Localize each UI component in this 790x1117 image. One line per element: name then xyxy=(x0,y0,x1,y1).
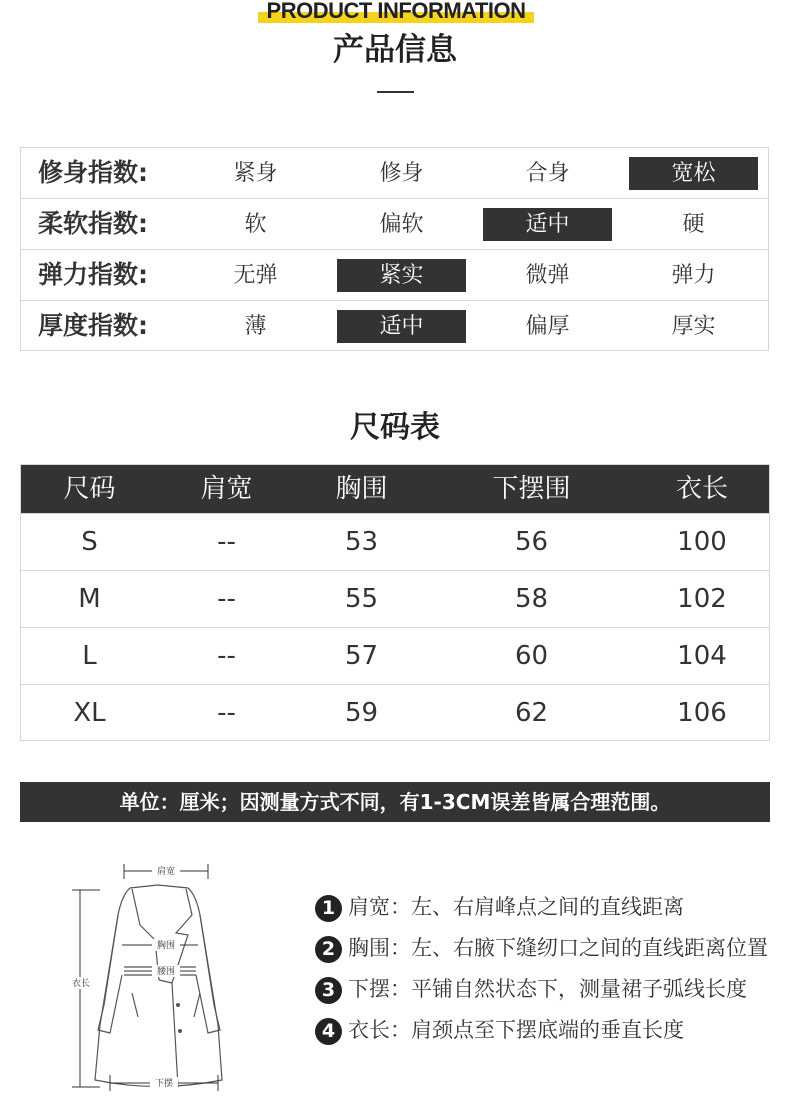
info-label: 柔软指数: xyxy=(38,209,148,238)
table-cell: L xyxy=(82,641,97,671)
diagram-label-chest: 胸围 xyxy=(156,941,176,951)
header-title-en: PRODUCT INFORMATION xyxy=(266,0,526,23)
info-option-selected: 适中 xyxy=(483,208,612,241)
table-cell: 106 xyxy=(677,698,727,728)
table-cell: S xyxy=(81,527,98,557)
info-option-selected: 适中 xyxy=(337,310,466,343)
table-cell: 55 xyxy=(344,584,379,614)
note-item xyxy=(315,970,768,1011)
table-cell: 104 xyxy=(677,641,727,671)
header-cell: 下摆围 xyxy=(492,474,571,504)
header-divider xyxy=(377,91,414,93)
coat-sleeve-right xyxy=(196,915,220,1033)
table-row xyxy=(21,627,769,684)
info-option: 厚实 xyxy=(671,314,716,339)
info-row-elasticity xyxy=(21,250,768,301)
info-option: 偏软 xyxy=(379,212,424,237)
info-option: 微弹 xyxy=(525,263,570,288)
table-cell: 102 xyxy=(677,584,727,614)
header-cell: 尺码 xyxy=(63,474,116,504)
info-option: 硬 xyxy=(682,212,705,237)
note-text: 肩宽：左、右肩峰点之间的直线距离 xyxy=(348,895,684,919)
table-cell: 100 xyxy=(677,527,727,557)
number-badge: 4 xyxy=(315,1018,342,1045)
diagram-label-waist: 腰围 xyxy=(156,967,176,977)
info-label: 厚度指数: xyxy=(38,311,148,340)
table-cell: -- xyxy=(217,527,236,557)
table-cell: 57 xyxy=(344,641,379,671)
size-chart-header xyxy=(21,465,769,513)
table-cell: 56 xyxy=(514,527,549,557)
header-cell: 衣长 xyxy=(675,474,728,504)
info-option-selected: 宽松 xyxy=(629,157,758,190)
size-chart-table xyxy=(20,464,770,741)
header-cell: 胸围 xyxy=(335,474,388,504)
info-option: 偏厚 xyxy=(525,314,570,339)
size-chart-title: 尺码表 xyxy=(350,410,440,445)
measurement-notes xyxy=(315,888,768,1052)
coat-sleeve-left xyxy=(98,915,122,1033)
product-info-table xyxy=(20,147,769,351)
info-row-fit xyxy=(21,148,768,199)
number-badge: 3 xyxy=(315,977,342,1004)
table-cell: 59 xyxy=(344,698,379,728)
table-cell: XL xyxy=(73,698,106,728)
table-cell: 60 xyxy=(514,641,549,671)
table-cell: 62 xyxy=(514,698,549,728)
note-item xyxy=(315,888,768,929)
table-cell: -- xyxy=(217,641,236,671)
header-cell: 肩宽 xyxy=(200,474,253,504)
note-item xyxy=(315,929,768,970)
info-option-selected: 紧实 xyxy=(337,259,466,292)
table-row xyxy=(21,513,769,570)
number-badge: 1 xyxy=(315,895,342,922)
diagram-label-shoulder: 肩宽 xyxy=(156,867,176,877)
coat-button xyxy=(176,1003,180,1007)
number-badge: 2 xyxy=(315,936,342,963)
info-row-softness xyxy=(21,199,768,250)
info-option: 紧身 xyxy=(233,161,278,186)
table-row xyxy=(21,570,769,627)
note-text: 胸围：左、右腋下缝纫口之间的直线距离位置 xyxy=(348,936,768,960)
info-label: 修身指数: xyxy=(38,158,148,187)
info-option: 软 xyxy=(244,212,267,237)
table-cell: 58 xyxy=(514,584,549,614)
header-title-cn: 产品信息 xyxy=(333,32,457,68)
unit-note-bar: 单位：厘米；因测量方式不同，有1-3CM误差皆属合理范围。 xyxy=(20,782,770,822)
table-cell: 53 xyxy=(344,527,379,557)
diagram-label-hem: 下摆 xyxy=(154,1079,174,1089)
table-cell: -- xyxy=(217,584,236,614)
note-item xyxy=(315,1011,768,1052)
coat-outline xyxy=(95,885,222,1087)
coat-pockets xyxy=(132,993,200,1017)
coat-front-opening xyxy=(172,983,178,1087)
info-row-thickness xyxy=(21,301,768,352)
table-row xyxy=(21,684,769,741)
info-option: 合身 xyxy=(525,161,570,186)
info-option: 修身 xyxy=(379,161,424,186)
coat-button xyxy=(178,1029,182,1033)
note-text: 衣长：肩颈点至下摆底端的垂直长度 xyxy=(348,1018,684,1042)
coat-measurement-diagram xyxy=(60,855,260,1095)
table-cell: M xyxy=(78,584,101,614)
info-label: 弹力指数: xyxy=(38,260,148,289)
info-option: 弹力 xyxy=(671,263,716,288)
note-text: 下摆：平铺自然状态下，测量裙子弧线长度 xyxy=(348,977,747,1001)
info-option: 无弹 xyxy=(233,263,278,288)
info-option: 薄 xyxy=(244,314,267,339)
diagram-label-length: 衣长 xyxy=(71,979,91,989)
table-cell: -- xyxy=(217,698,236,728)
